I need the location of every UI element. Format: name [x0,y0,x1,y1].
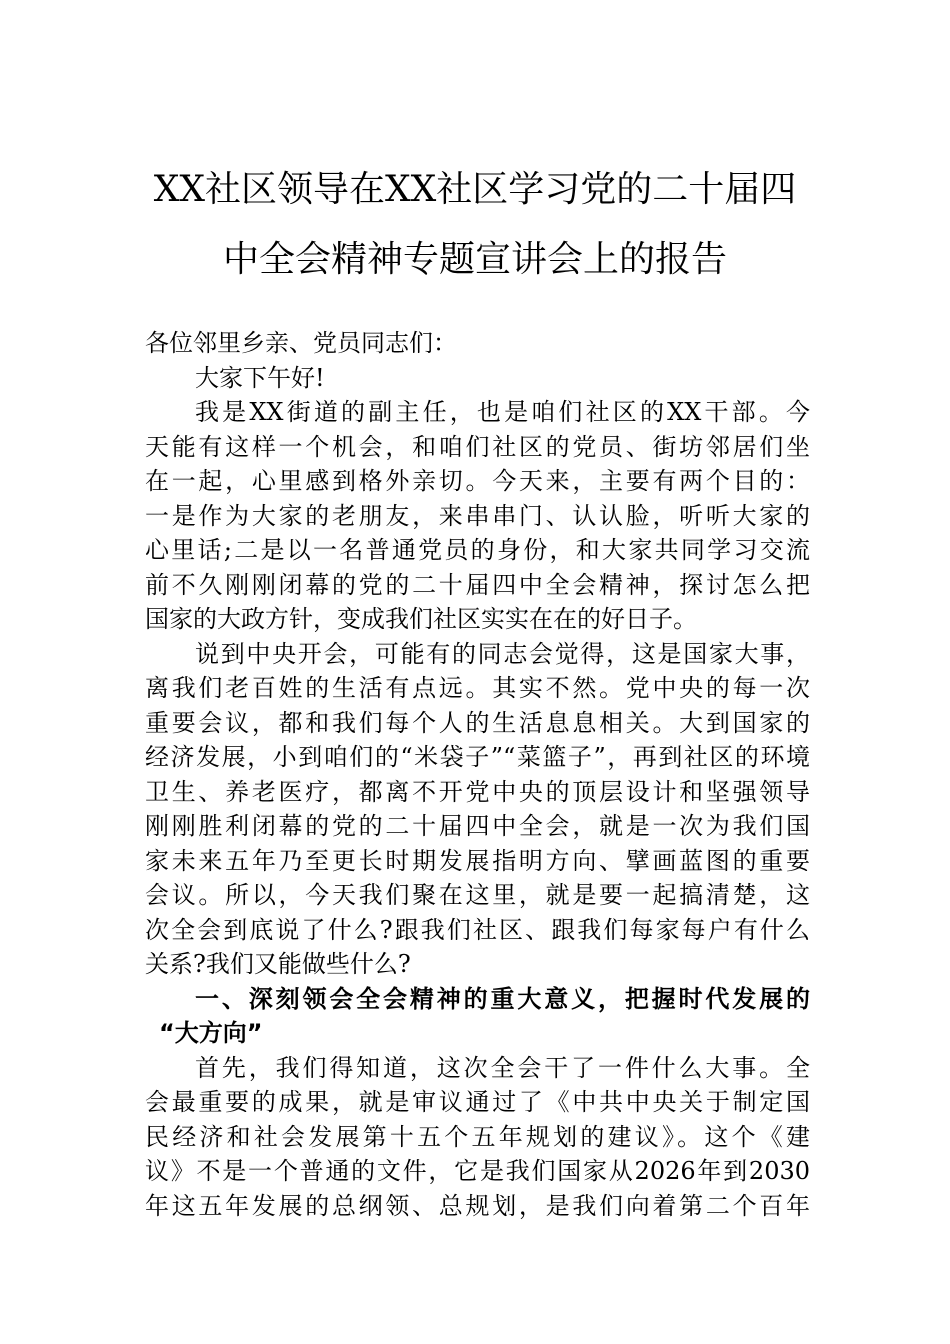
paragraph-2-line: 会议。所以，今天我们聚在这里，就是要一起搞清楚，这 [145,881,810,909]
paragraph-1-line: 国家的大政方针，变成我们社区实实在在的好日子。 [145,605,697,633]
salutation: 各位邻里乡亲、党员同志们： [145,329,457,357]
document-body [145,326,810,1223]
paragraph-3-line: 首先，我们得知道，这次全会干了一件什么大事。全 [195,1053,810,1082]
paragraph-3-line: 民经济和社会发展第十五个五年规划的建议》。这个《建 [145,1122,810,1151]
paragraph-1-line: 前不久刚刚闭幕的党的二十届四中全会精神，探讨怎么把 [145,570,810,599]
paragraph-2-line: 关系?我们又能做些什么? [145,950,411,978]
paragraph-1-line: 心里话;二是以一名普通党员的身份，和大家共同学习交流 [145,536,810,564]
paragraph-2-line: 离我们老百姓的生活有点远。其实不然。党中央的每一次 [145,674,810,702]
document-title-line-2: 中全会精神专题宣讲会上的报告 [222,239,727,280]
section-heading-1: 一、深刻领会全会精神的重大意义，把握时代发展的 [195,984,810,1013]
paragraph-2-line: 刚刚胜利闭幕的党的二十届四中全会，就是一次为我们国 [145,812,810,840]
paragraph-3-line: 议》不是一个普通的文件，它是我们国家从2026年到2030 [145,1157,810,1185]
paragraph-1-line: 天能有这样一个机会，和咱们社区的党员、街坊邻居们坐 [145,432,810,461]
paragraph-3-line: 年这五年发展的总纲领、总规划，是我们向着第二个百年 [145,1191,810,1220]
paragraph-1-line: 我是XX街道的副主任，也是咱们社区的XX干部。今 [195,398,810,426]
paragraph-3-line: 会最重要的成果，就是审议通过了《中共中央关于制定国 [145,1088,810,1116]
paragraph-2-line: 家未来五年乃至更长时期发展指明方向、擘画蓝图的重要 [145,846,810,875]
document-title-line-1: XX社区领导在XX社区学习党的二十届四 [153,169,797,210]
section-heading-1-cont: “大方向” [159,1019,263,1047]
paragraph-1-line: 在一起，心里感到格外亲切。今天来，主要有两个目的： [145,467,810,495]
paragraph-2-line: 次全会到底说了什么?跟我们社区、跟我们每家每户有什么 [145,915,810,944]
greeting: 大家下午好! [195,363,325,392]
paragraph-2-line: 重要会议，都和我们每个人的生活息息相关。大到国家的 [145,708,810,737]
paragraph-2-line: 卫生、养老医疗，都离不开党中央的顶层设计和坚强领导 [145,777,810,806]
paragraph-1-line: 一是作为大家的老朋友，来串串门、认认脸，听听大家的 [145,501,810,530]
paragraph-2-line: 经济发展，小到咱们的“米袋子”“菜篮子”，再到社区的环境 [145,743,810,771]
paragraph-2-line: 说到中央开会，可能有的同志会觉得，这是国家大事， [195,639,810,668]
